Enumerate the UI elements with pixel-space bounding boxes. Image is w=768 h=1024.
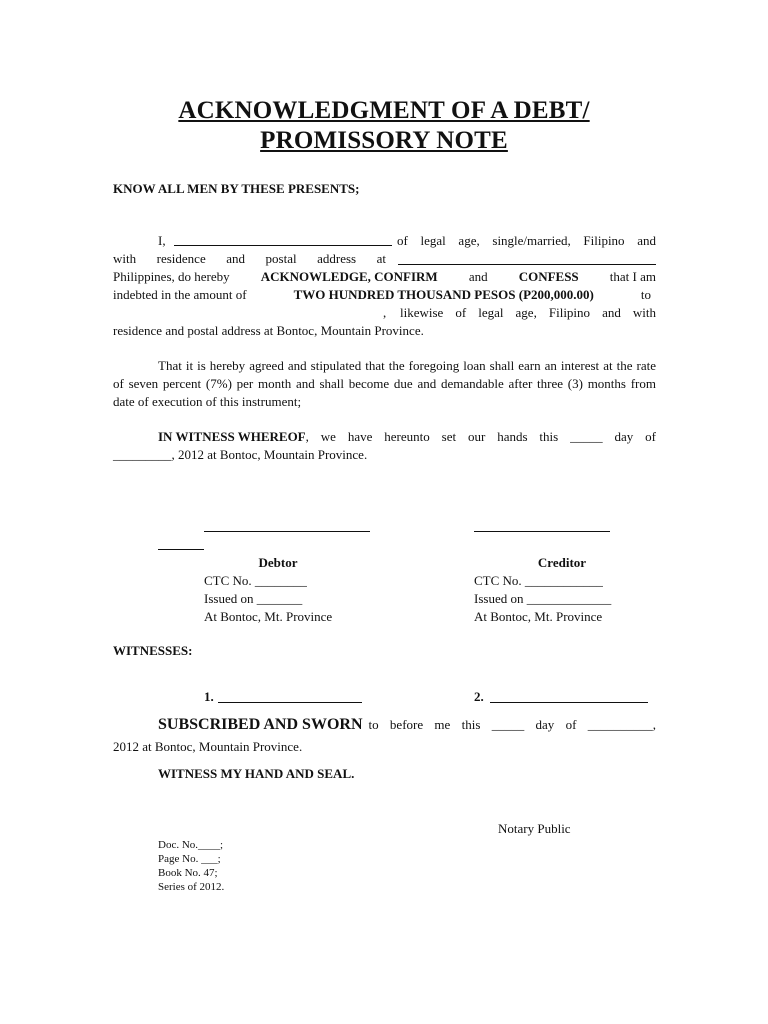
subscribed-sworn: SUBSCRIBED AND SWORN: [158, 716, 363, 733]
para1-i: I,: [158, 233, 166, 248]
witness-2-line: [490, 702, 648, 703]
notary-public: Notary Public: [498, 821, 571, 836]
book-no: Book No. 47;: [158, 867, 218, 879]
witness-1-number: 1.: [204, 689, 214, 704]
para1-to: to: [640, 287, 651, 302]
para1-comma: ,: [383, 305, 387, 320]
witness-1-line: [218, 702, 362, 703]
para1-line2: with residence and postal address at: [113, 251, 386, 266]
creditor-issued: Issued on _____________: [474, 591, 612, 606]
page-no: Page No. ___;: [158, 853, 221, 865]
creditor-ctc: CTC No. ____________: [474, 573, 603, 588]
para1-and: and: [468, 269, 488, 284]
debtor-signature-line: [204, 531, 370, 532]
para3-line1: [158, 428, 656, 446]
series: Series of 2012.: [158, 881, 225, 893]
know-all-heading: KNOW ALL MEN BY THESE PRESENTS;: [113, 181, 360, 196]
witness-hand-seal: WITNESS MY HAND AND SEAL.: [158, 766, 355, 781]
creditor-signature-line: [474, 531, 610, 532]
para2: That it is hereby agreed and stipulated that the foregoing loan shall earn an interest at the rate of seven percent (7%) per month and shall become due and demandable after three (3) months from date of execution of this instrument;: [113, 358, 656, 409]
debtor-name-blank: [174, 245, 392, 246]
creditor-label: Creditor: [537, 555, 587, 570]
para1-l3e: that I am: [609, 269, 656, 284]
debtor-at: At Bontoc, Mt. Province: [204, 609, 333, 624]
sworn-rest: to before me this _____ day of __________,: [368, 717, 656, 732]
signature-line-continued: [158, 549, 204, 550]
para1-l3a: Philippines, do hereby: [113, 269, 230, 284]
witnesses-label: WITNESSES:: [113, 643, 193, 658]
document-title-line2: PROMISSORY NOTE: [260, 127, 508, 154]
sworn-line2: 2012 at Bontoc, Mountain Province.: [113, 739, 303, 754]
para3-line2: _________, 2012 at Bontoc, Mountain Province.: [113, 447, 368, 462]
debtor-ctc: CTC No. ________: [204, 573, 307, 588]
para1-amount: TWO HUNDRED THOUSAND PESOS (P200,000.00): [293, 287, 594, 302]
doc-no: Doc. No.____;: [158, 839, 224, 851]
debtor-label: Debtor: [258, 555, 298, 570]
debtor-address-blank: [398, 264, 656, 265]
para1-line1: of legal age, single/married, Filipino and: [397, 233, 656, 248]
para3-rest: , we have hereunto set our hands this _____ day of: [305, 429, 656, 444]
witness-whereof: IN WITNESS WHEREOF: [158, 429, 306, 444]
sworn-line1: [158, 716, 656, 734]
para1-line4: [113, 286, 651, 304]
para1-line5: likewise of legal age, Filipino and with: [400, 305, 656, 320]
witness-2-number: 2.: [474, 689, 484, 704]
para1-acknowledge: ACKNOWLEDGE, CONFIRM: [260, 269, 438, 284]
document-title-line1: ACKNOWLEDGMENT OF A DEBT/: [178, 97, 590, 124]
debtor-issued: Issued on _______: [204, 591, 303, 606]
para1-line6: residence and postal address at Bontoc, Mountain Province.: [113, 323, 424, 338]
para1-l4a: indebted in the amount of: [113, 287, 247, 302]
para1-line3: [113, 268, 656, 286]
creditor-at: At Bontoc, Mt. Province: [474, 609, 603, 624]
para1-confess: CONFESS: [518, 269, 579, 284]
